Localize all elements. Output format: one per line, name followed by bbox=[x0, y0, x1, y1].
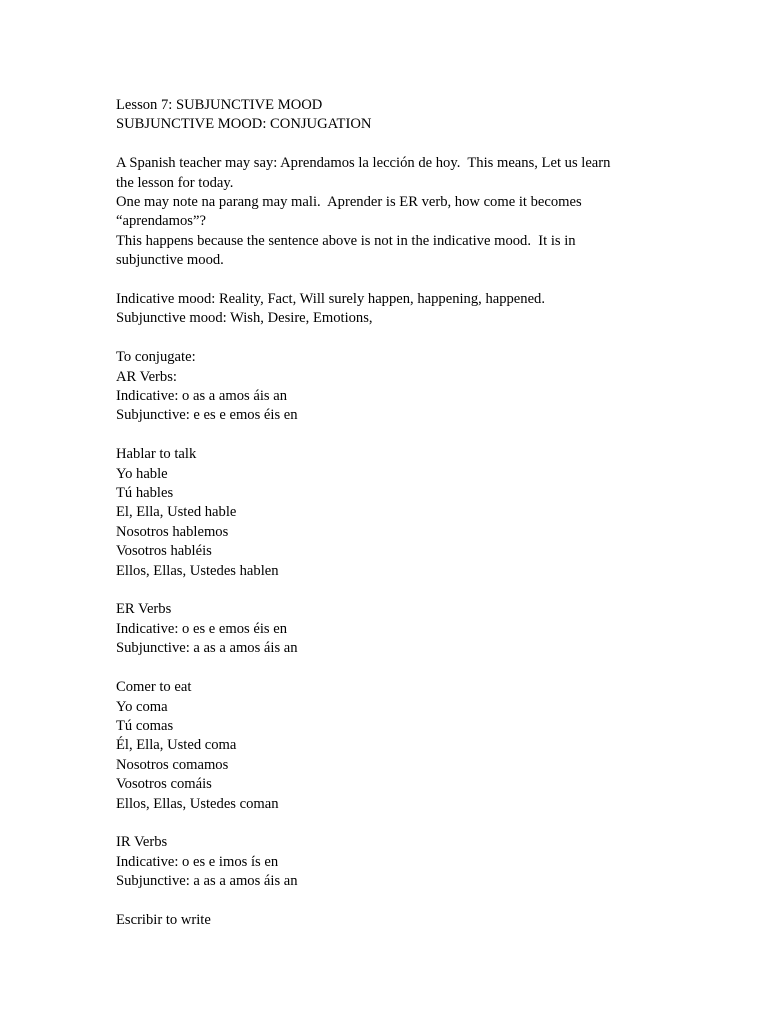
intro-line-1: A Spanish teacher may say: Aprendamos la lección de hoy. This means, Let us learn bbox=[116, 155, 611, 172]
er-form-ellos: Ellos, Ellas, Ustedes coman bbox=[116, 795, 279, 812]
er-form-tu: Tú comas bbox=[116, 717, 174, 734]
er-form-el: Él, Ella, Usted coma bbox=[116, 737, 237, 754]
spacer bbox=[116, 271, 656, 290]
section-title: SUBJUNCTIVE MOOD: CONJUGATION bbox=[116, 116, 372, 133]
er-form-nosotros: Nosotros comamos bbox=[116, 756, 229, 773]
ar-form-nosotros: Nosotros hablemos bbox=[116, 523, 229, 540]
er-example-verb: Comer to eat bbox=[116, 679, 192, 696]
ar-verbs-heading: AR Verbs: bbox=[116, 368, 177, 385]
spacer bbox=[116, 892, 656, 911]
spacer bbox=[116, 135, 656, 154]
ar-indicative-endings: Indicative: o as a amos áis an bbox=[116, 388, 288, 405]
er-form-yo: Yo coma bbox=[116, 698, 168, 715]
er-subjunctive-endings: Subjunctive: a as a amos áis an bbox=[116, 640, 298, 657]
ar-form-ellos: Ellos, Ellas, Ustedes hablen bbox=[116, 562, 279, 579]
ar-form-yo: Yo hable bbox=[116, 465, 168, 482]
intro-line-3: One may note na parang may mali. Aprender is ER verb, how come it becomes bbox=[116, 194, 582, 211]
lesson-title: Lesson 7: SUBJUNCTIVE MOOD bbox=[116, 97, 323, 113]
ar-example-verb: Hablar to talk bbox=[116, 446, 197, 463]
intro-line-6: subjunctive mood. bbox=[116, 252, 224, 269]
spacer bbox=[116, 426, 656, 445]
ir-subjunctive-endings: Subjunctive: a as a amos áis an bbox=[116, 873, 298, 890]
er-form-vosotros: Vosotros comáis bbox=[116, 776, 212, 793]
indicative-mood-definition: Indicative mood: Reality, Fact, Will surely happen, happening, happened. bbox=[116, 291, 546, 308]
intro-line-5: This happens because the sentence above is not in the indicative mood. It is in bbox=[116, 232, 576, 249]
ir-indicative-endings: Indicative: o es e imos ís en bbox=[116, 853, 279, 870]
spacer bbox=[116, 814, 656, 833]
spacer bbox=[116, 659, 656, 678]
spacer bbox=[116, 581, 656, 600]
ar-subjunctive-endings: Subjunctive: e es e emos éis en bbox=[116, 407, 298, 424]
er-indicative-endings: Indicative: o es e emos éis en bbox=[116, 620, 288, 637]
ar-form-tu: Tú hables bbox=[116, 485, 174, 502]
conjugate-heading: To conjugate: bbox=[116, 349, 196, 366]
document-page bbox=[116, 96, 656, 930]
ir-example-verb: Escribir to write bbox=[116, 911, 211, 928]
er-verbs-heading: ER Verbs bbox=[116, 601, 172, 618]
ar-form-vosotros: Vosotros habléis bbox=[116, 543, 212, 560]
ir-verbs-heading: IR Verbs bbox=[116, 834, 168, 851]
subjunctive-mood-definition: Subjunctive mood: Wish, Desire, Emotions, bbox=[116, 310, 373, 327]
intro-line-2: the lesson for today. bbox=[116, 174, 234, 191]
spacer bbox=[116, 329, 656, 348]
intro-line-4: “aprendamos”? bbox=[116, 213, 206, 230]
ar-form-el: El, Ella, Usted hable bbox=[116, 504, 237, 521]
